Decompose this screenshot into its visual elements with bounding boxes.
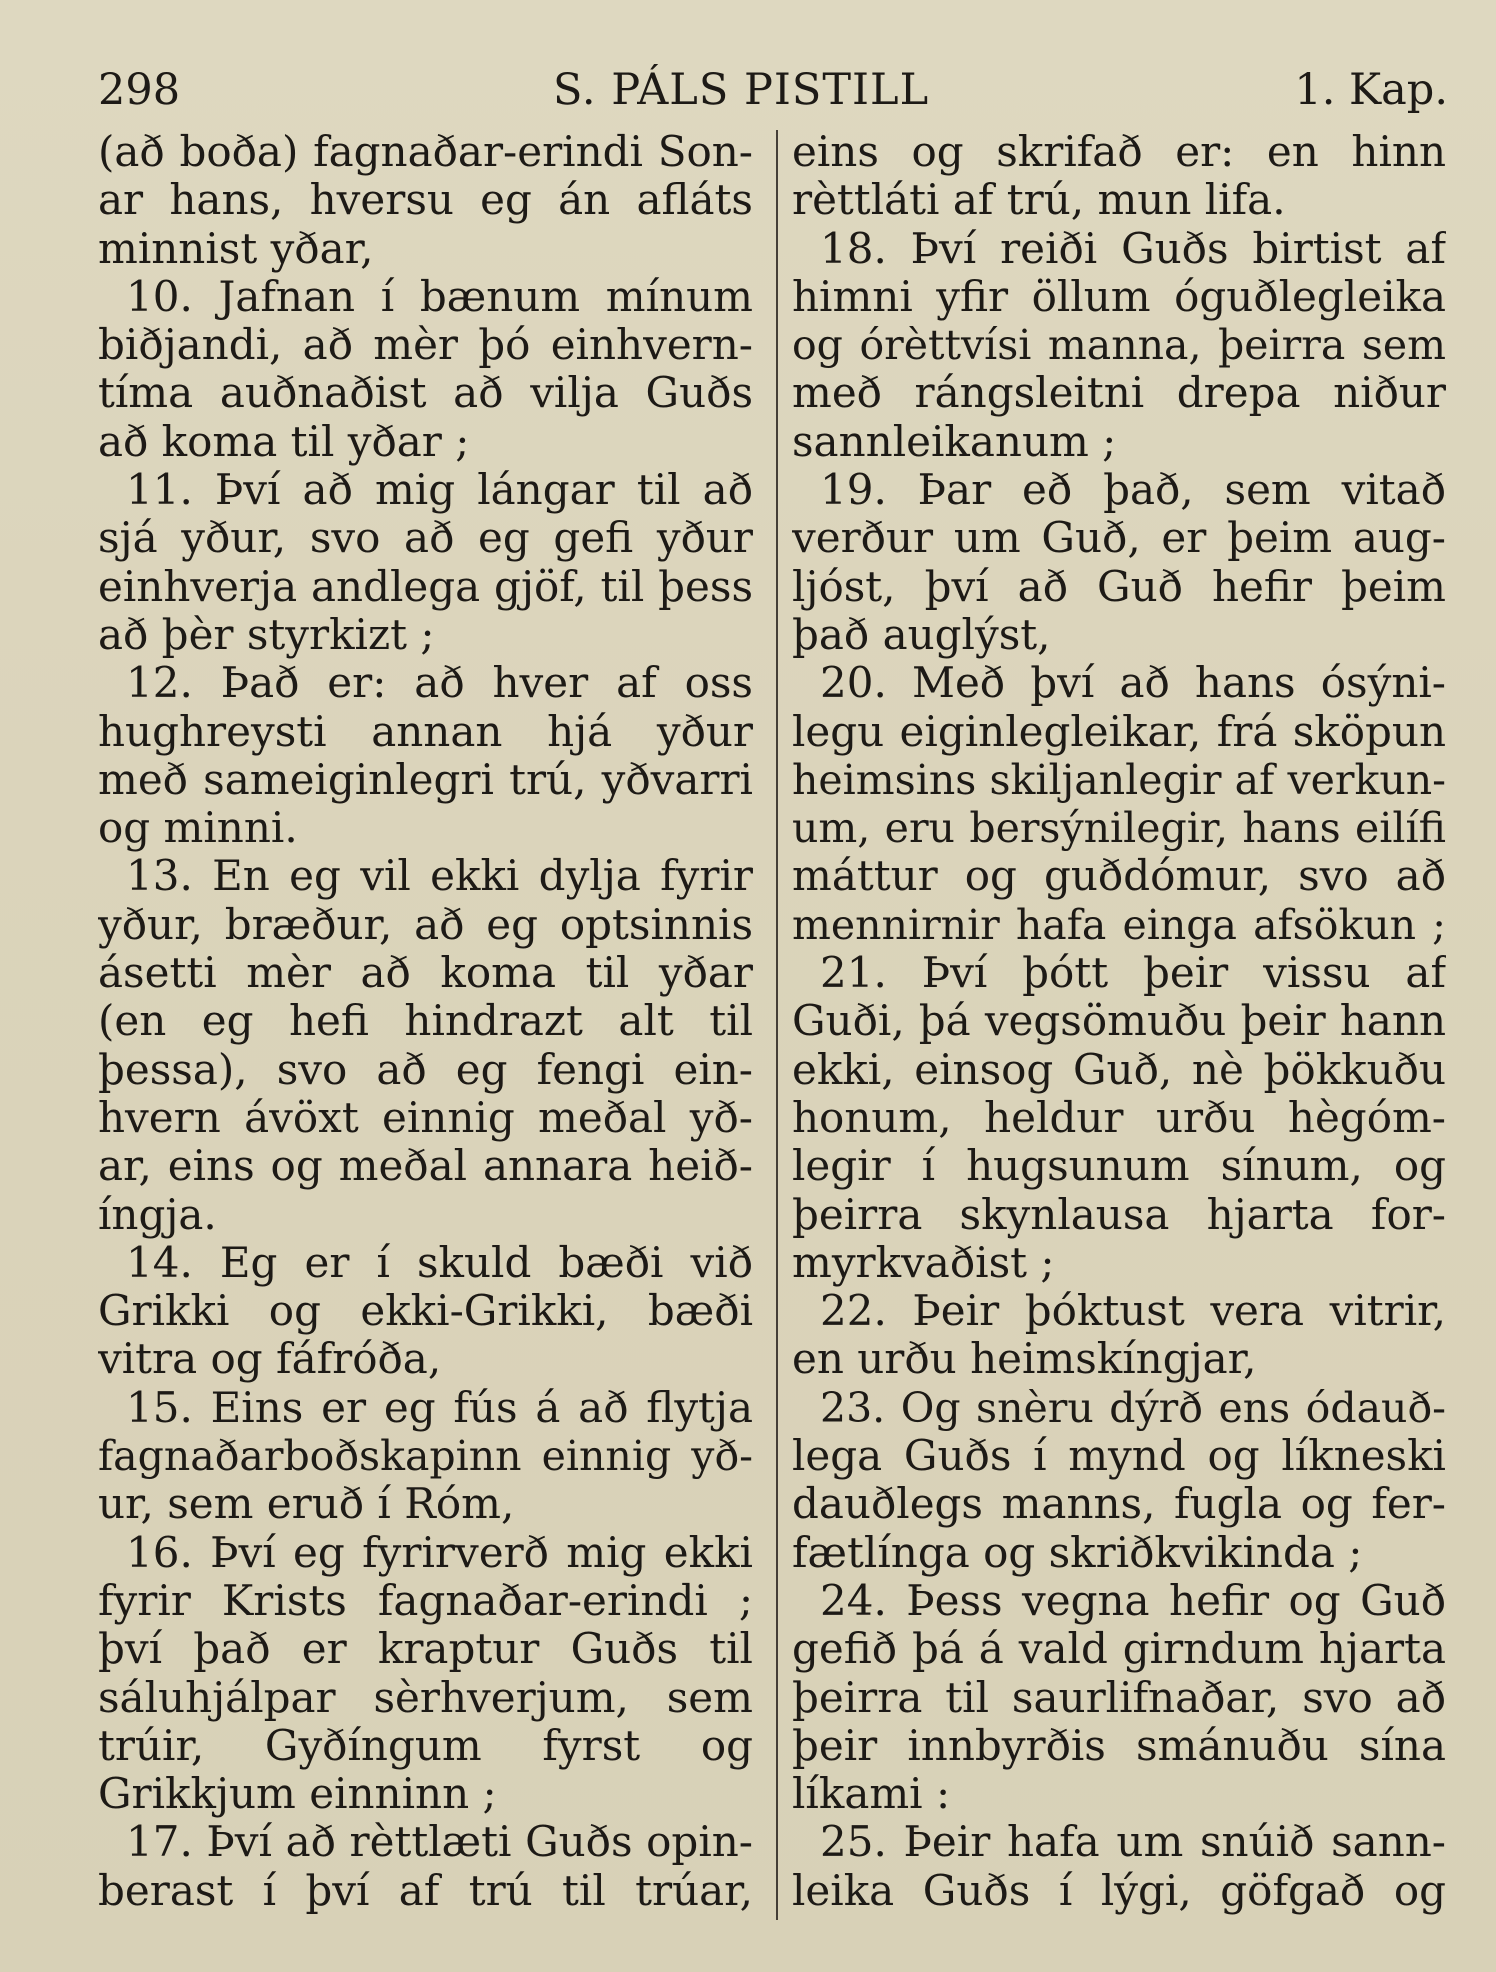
text-line: ásetti mèr að koma til yðar xyxy=(98,949,753,998)
text-line: Grikkjum einninn ; xyxy=(98,1770,497,1819)
text-line: vitra og fáfróða, xyxy=(98,1335,442,1384)
text-line: líkami : xyxy=(792,1770,951,1819)
text-line: máttur og guðdómur, svo að xyxy=(792,852,1446,901)
text-line: leika Guðs í lýgi, göfgað og xyxy=(792,1866,1446,1915)
text-line: 16. Því eg fyrirverð mig ekki xyxy=(126,1528,753,1577)
text-line: ljóst, því að Guð hefir þeim xyxy=(792,562,1446,611)
text-line: það auglýst, xyxy=(792,610,1051,659)
text-line: tíma auðnaðist að vilja Guðs xyxy=(98,369,753,418)
text-line: fyrir Krists fagnaðar-erindi ; xyxy=(98,1576,753,1625)
text-line: ekki, einsog Guð, nè þökkuðu xyxy=(792,1045,1446,1094)
text-line: 18. Því reiði Guðs birtist af xyxy=(820,224,1446,273)
text-line: 11. Því að mig lángar til að xyxy=(126,466,753,515)
text-line: biðjandi, að mèr þó einhvern- xyxy=(98,321,753,370)
text-line: ur, sem eruð í Róm, xyxy=(98,1480,515,1529)
text-line: því það er kraptur Guðs til xyxy=(98,1625,753,1674)
text-line: íngja. xyxy=(98,1190,217,1239)
text-line: sannleikanum ; xyxy=(792,417,1117,466)
text-line: berast í því af trú til trúar, xyxy=(98,1866,753,1915)
chapter-label: 1. Kap. xyxy=(1294,65,1448,115)
text-line: lega Guðs í mynd og líkneski xyxy=(792,1432,1446,1481)
text-line: þessa), svo að eg fengi ein- xyxy=(98,1045,753,1094)
text-line: Guði, þá vegsömuðu þeir hann xyxy=(792,997,1446,1046)
text-line: ar, eins og meðal annara heið- xyxy=(98,1142,753,1191)
page-number: 298 xyxy=(98,65,181,115)
text-line: rèttláti af trú, mun lifa. xyxy=(792,176,1286,225)
text-line: 10. Jafnan í bænum mínum xyxy=(126,272,753,321)
text-line: ar hans, hversu eg án afláts xyxy=(98,176,753,225)
text-line: 12. Það er: að hver af oss xyxy=(126,659,753,708)
text-line: að koma til yðar ; xyxy=(98,417,470,466)
text-line: og órèttvísi manna, þeirra sem xyxy=(792,321,1446,370)
text-line: einhverja andlega gjöf, til þess xyxy=(98,562,753,611)
text-line: með sameiginlegri trú, yðvarri xyxy=(98,755,753,804)
text-line: 21. Því þótt þeir vissu af xyxy=(820,949,1446,998)
text-line: 25. Þeir hafa um snúið sann- xyxy=(820,1818,1446,1867)
text-line: trúir, Gyðíngum fyrst og xyxy=(98,1721,753,1770)
text-line: 13. En eg vil ekki dylja fyrir xyxy=(126,852,753,901)
text-line: með rángsleitni drepa niður xyxy=(792,369,1446,418)
text-line: mennirnir hafa einga afsökun ; xyxy=(792,900,1446,949)
text-line: (að boða) fagnaðar-erindi Son- xyxy=(98,128,753,176)
text-line: um, eru bersýnilegir, hans eilífi xyxy=(792,804,1446,853)
right-column xyxy=(792,128,1446,1915)
text-line: heimsins skiljanlegir af verkun- xyxy=(792,755,1446,804)
text-line: en urðu heimskíngjar, xyxy=(792,1335,1257,1384)
text-line: minnist yðar, xyxy=(98,224,374,273)
text-line: legu eiginlegleikar, frá sköpun xyxy=(792,707,1446,756)
text-line: verður um Guð, er þeim aug- xyxy=(792,514,1446,563)
left-column xyxy=(98,128,753,1915)
text-line: 20. Með því að hans ósýni- xyxy=(820,659,1446,708)
text-line: dauðlegs manns, fugla og fer- xyxy=(792,1480,1446,1529)
running-header xyxy=(98,60,1448,120)
text-line: hvern ávöxt einnig meðal yð- xyxy=(98,1093,753,1142)
text-line: 23. Og snèru dýrð ens ódauð- xyxy=(820,1383,1446,1432)
column-divider xyxy=(776,130,778,1920)
text-line: fagnaðarboðskapinn einnig yð- xyxy=(98,1432,753,1481)
text-line: Grikki og ekki-Grikki, bæði xyxy=(98,1287,753,1336)
text-line: eins og skrifað er: en hinn xyxy=(792,128,1446,176)
text-line: legir í hugsunum sínum, og xyxy=(792,1142,1446,1191)
text-line: 22. Þeir þóktust vera vitrir, xyxy=(820,1287,1446,1336)
text-line: 17. Því að rèttlæti Guðs opin- xyxy=(126,1818,753,1867)
text-line: 15. Eins er eg fús á að flytja xyxy=(126,1383,753,1432)
text-line: gefið þá á vald girndum hjarta xyxy=(792,1625,1446,1674)
text-line: 24. Þess vegna hefir og Guð xyxy=(820,1576,1446,1625)
text-line: himni yfir öllum óguðlegleika xyxy=(792,272,1446,321)
text-line: fætlínga og skriðkvikinda ; xyxy=(792,1528,1363,1577)
text-line: þeirra skynlausa hjarta for- xyxy=(792,1190,1446,1239)
text-line: að þèr styrkizt ; xyxy=(98,610,435,659)
text-line: yður, bræður, að eg optsinnis xyxy=(98,900,753,949)
running-title: S. PÁLS PISTILL xyxy=(553,65,930,115)
text-line: honum, heldur urðu hègóm- xyxy=(792,1093,1446,1142)
text-line: hughreysti annan hjá yður xyxy=(98,707,753,756)
text-line: (en eg hefi hindrazt alt til xyxy=(98,997,753,1046)
text-line: þeir innbyrðis smánuðu sína xyxy=(792,1721,1446,1770)
text-line: 19. Þar eð það, sem vitað xyxy=(820,466,1446,515)
text-line: sjá yður, svo að eg gefi yður xyxy=(98,514,753,563)
text-line: og minni. xyxy=(98,804,298,853)
text-line: myrkvaðist ; xyxy=(792,1238,1055,1287)
text-line: sáluhjálpar sèrhverjum, sem xyxy=(98,1673,753,1722)
text-line: 14. Eg er í skuld bæði við xyxy=(126,1238,753,1287)
text-line: þeirra til saurlifnaðar, svo að xyxy=(792,1673,1446,1722)
